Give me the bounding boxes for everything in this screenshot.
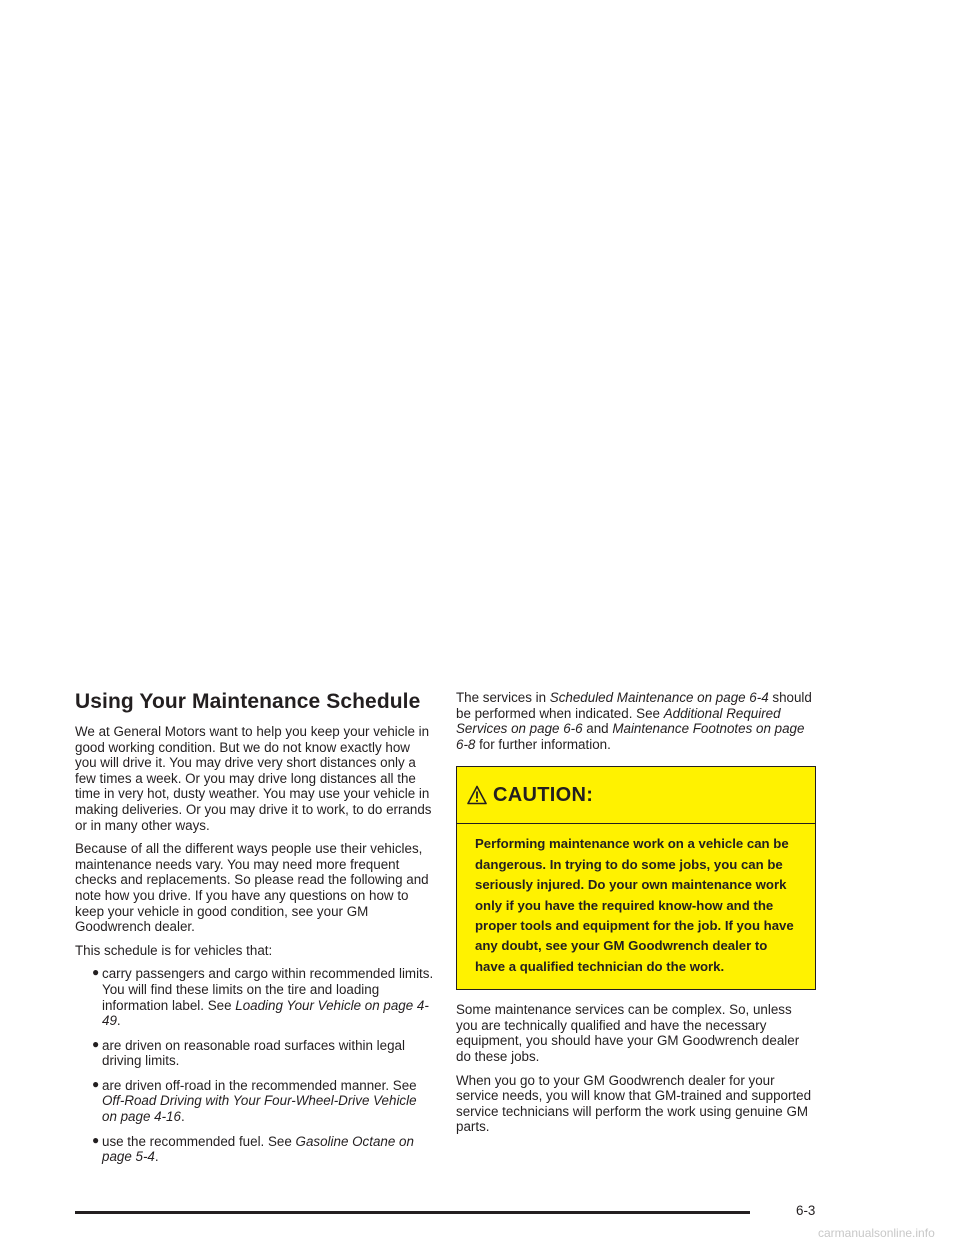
list-item-after: . — [116, 1013, 121, 1029]
list-item — [75, 1078, 435, 1125]
vehicle-conditions-list — [75, 966, 435, 1165]
warning-triangle-icon — [467, 785, 487, 805]
list-item-text: carry passengers and cargo within recommended limits. You will find these limits on the tire and loading information label. See — [102, 966, 434, 1013]
bullet-icon: ● — [92, 1076, 100, 1091]
watermark-text: carmanualsonline.info — [818, 1226, 935, 1240]
services-text-b: should be performed when indicated. See — [456, 690, 812, 721]
bullet-icon: ● — [92, 965, 100, 980]
bullet-icon: ● — [92, 1132, 100, 1147]
list-item-text: are driven off-road in the recommended manner. See — [102, 1077, 417, 1093]
caution-box — [456, 766, 816, 990]
list-item — [75, 1038, 435, 1069]
cross-reference-link[interactable]: Gasoline Octane on page 5-4 — [102, 1133, 414, 1165]
schedule-scope-paragraph: This schedule is for vehicles that: — [75, 942, 273, 958]
right-column — [456, 690, 816, 1143]
services-text-c: and — [582, 721, 613, 737]
list-item-after: . — [180, 1109, 185, 1125]
services-paragraph — [456, 690, 816, 752]
bullet-icon: ● — [92, 1036, 100, 1051]
caution-body — [457, 824, 815, 989]
maintenance-needs-paragraph: Because of all the different ways people use their vehicles, maintenance needs vary. You may need more frequent checks and replacements. So please read the following and note how you drive. If you have any questions on how to keep your vehicle in good condition, see your GM Goodwrench dealer. — [75, 841, 429, 935]
list-item — [75, 1134, 435, 1165]
services-text-d: for further information. — [475, 736, 611, 752]
list-item-text: are driven on reasonable road surfaces within legal driving limits. — [102, 1037, 405, 1069]
list-item-after: . — [154, 1149, 159, 1165]
list-item-text: use the recommended fuel. See — [102, 1133, 296, 1149]
left-column — [75, 690, 435, 1174]
caution-title: CAUTION: — [493, 783, 594, 806]
cross-reference-link[interactable]: Off-Road Driving with Your Four-Wheel-Drive Vehicle on page 4-16 — [102, 1093, 417, 1125]
footer-rule — [75, 1211, 750, 1214]
cross-reference-link[interactable]: Loading Your Vehicle on page 4-49 — [102, 997, 429, 1029]
caution-header — [457, 767, 815, 824]
complex-services-paragraph: Some maintenance services can be complex. So, unless you are technically qualified and have the necessary equipment, you should have your GM Goodwrench dealer do these jobs. — [456, 1002, 800, 1064]
services-text-a: The services in — [456, 690, 550, 705]
page-number: 6-3 — [796, 1203, 816, 1218]
cross-reference-link[interactable]: Scheduled Maintenance on page 6-4 — [549, 690, 769, 705]
cross-reference-link[interactable]: Maintenance Footnotes on page 6-8 — [456, 721, 805, 752]
section-title: Using Your Maintenance Schedule — [75, 690, 421, 713]
cross-reference-link[interactable]: Additional Required Services on page 6-6 — [456, 705, 781, 737]
caution-text: Performing maintenance work on a vehicle can be dangerous. In trying to do some jobs, you can be seriously injured. Do your own maintenance work only if you have the required know-how and the proper tools and equipment for the job. If you have any doubt, see your GM Goodwrench dealer to have a qualified technician do the work. — [475, 836, 794, 974]
dealer-service-paragraph: When you go to your GM Goodwrench dealer for your service needs, you will know that GM-trained and supported service technicians will perform the work using genuine GM parts. — [456, 1072, 812, 1135]
list-item — [75, 966, 435, 1028]
intro-paragraph: We at General Motors want to help you keep your vehicle in good working condition. But we do not know exactly how you will drive it. You may drive very short distances only a few times a week. Or you may drive long distances all the time in very hot, dusty weather. You may use your vehicle in making deliveries. Or you may drive it to work, to do errands or in many other ways. — [75, 724, 432, 833]
